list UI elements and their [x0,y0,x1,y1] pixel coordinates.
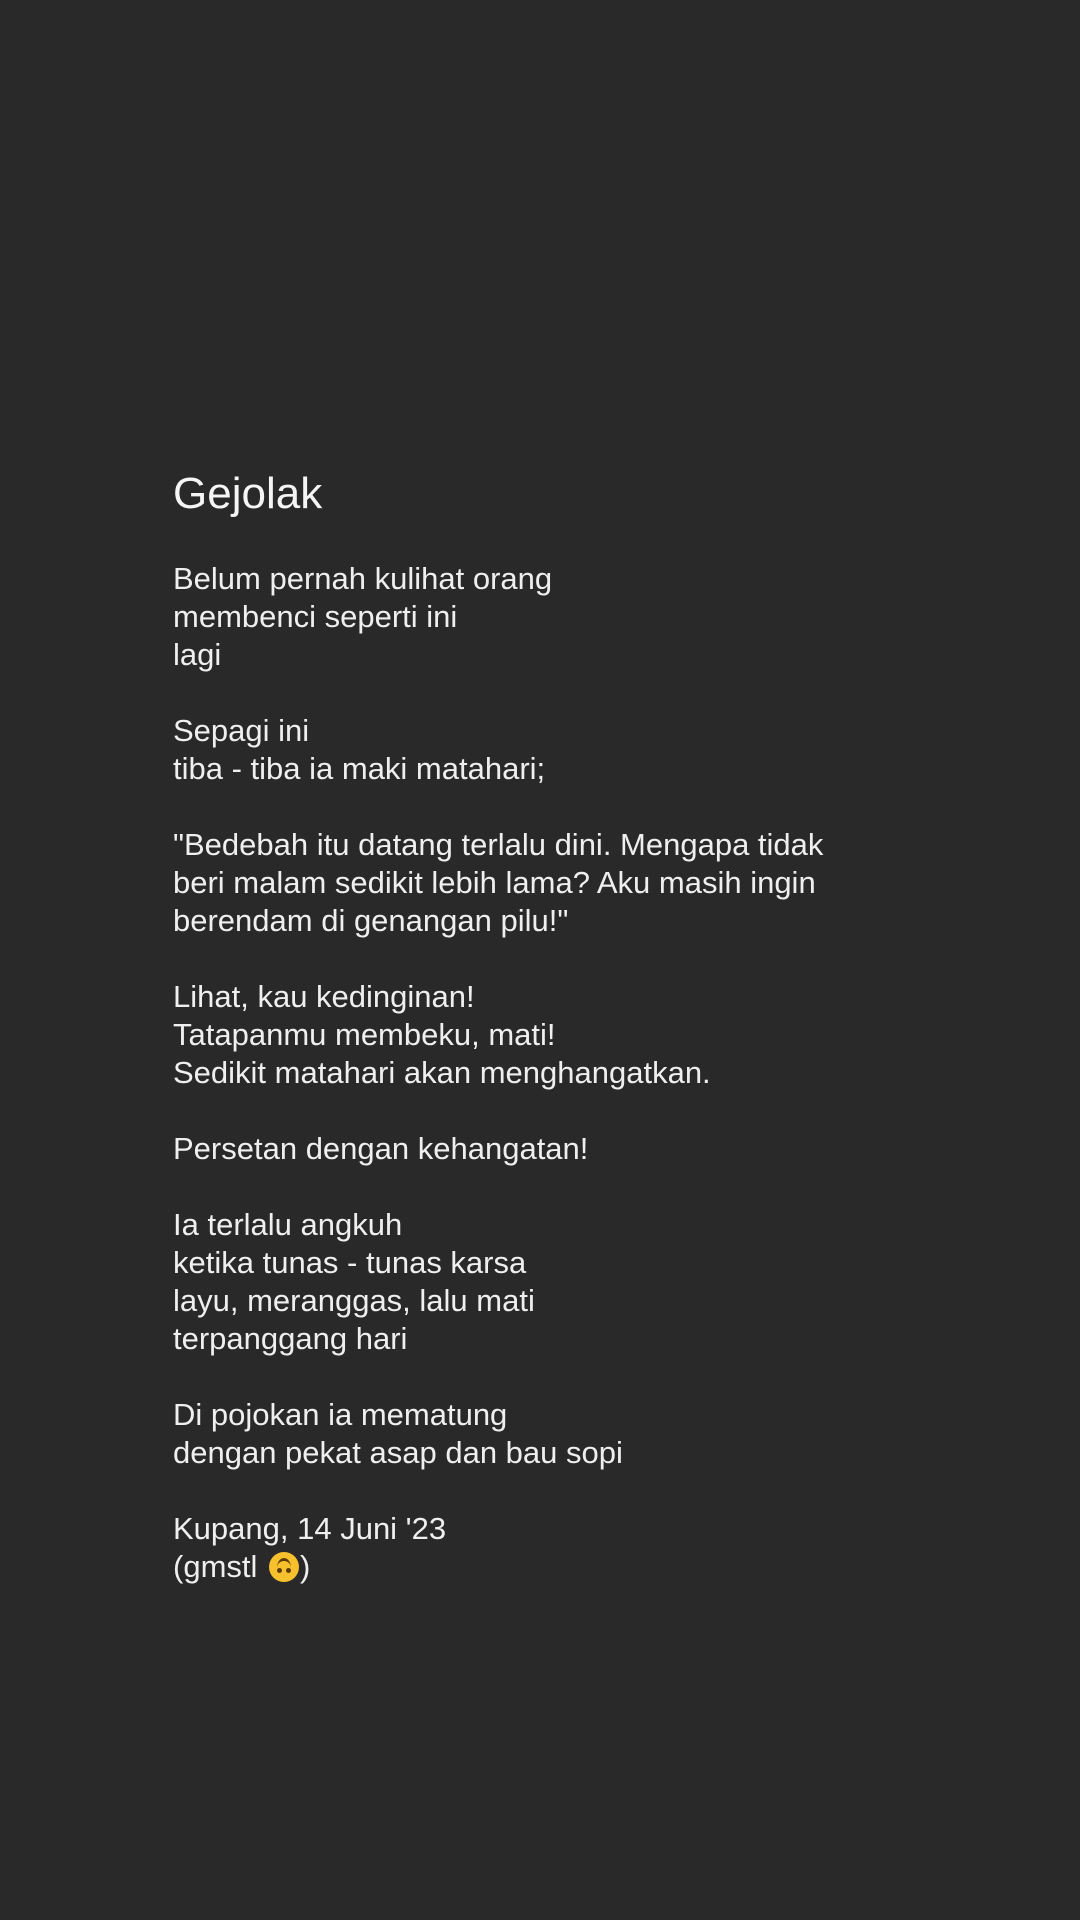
note-body [173,560,823,1586]
note-line [173,1472,823,1510]
note-line [173,1358,823,1396]
note-line: Di pojokan ia mematung [173,1397,508,1432]
note-line [173,1168,823,1206]
note-line: membenci seperti ini [173,599,458,634]
note-line: Sedikit matahari akan menghangatkan. [173,1055,711,1090]
signature-prefix: (gmstl [173,1549,266,1584]
note-line: beri malam sedikit lebih lama? Aku masih ingin [173,865,816,900]
note-line [173,940,823,978]
signature-suffix: ) [300,1549,311,1584]
note-date-line: Kupang, 14 Juni '23 [173,1511,447,1546]
note-line: Tatapanmu membeku, mati! [173,1017,556,1052]
note-line: Lihat, kau kedinginan! [173,979,475,1014]
upside-down-face-emoji-icon [269,1552,299,1582]
note-signature [173,1548,823,1586]
note-line: Persetan dengan kehangatan! [173,1131,589,1166]
note-line: lagi [173,637,222,672]
note-line: dengan pekat asap dan bau sopi [173,1435,623,1470]
note-line: terpanggang hari [173,1321,408,1356]
note-line: Ia terlalu angkuh [173,1207,403,1242]
note-line: "Bedebah itu datang terlalu dini. Mengapa tidak [173,827,824,862]
note-line: Sepagi ini [173,713,310,748]
note-line: ketika tunas - tunas karsa [173,1245,527,1280]
note-line: Belum pernah kulihat orang [173,561,553,596]
note-line [173,788,823,826]
note-line: tiba - tiba ia maki matahari; [173,751,546,786]
note-line [173,674,823,712]
note-title: Gejolak [173,469,323,518]
note-line: layu, meranggas, lalu mati [173,1283,535,1318]
note-line: berendam di genangan pilu!" [173,903,569,938]
note-line [173,1092,823,1130]
